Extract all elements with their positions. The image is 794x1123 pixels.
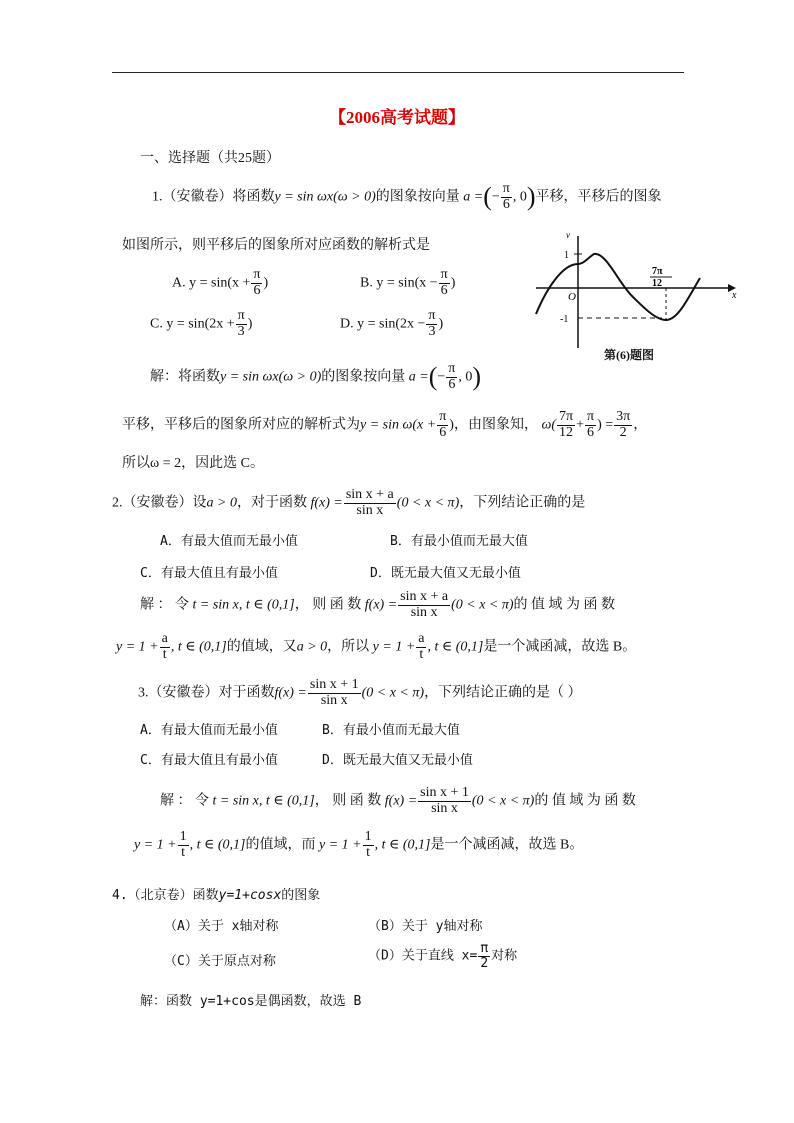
label-y-neg1: -1 bbox=[560, 314, 569, 325]
q3-option-c: C．有最大值且有最小值 bbox=[140, 753, 278, 768]
q4-option-d: （D）关于直线 x= $\frac{\pi}{2}$ 对称 bbox=[368, 941, 518, 971]
q1-solution-line2: 平移，平移后的图象所对应的解析式为y = sin ω(x + $\frac{\pi}{6}$ )，由图象知， ω( $\frac{7\pi}{12}$ + $\frac{\pi}{6}$ ) = $\frac{3\pi}{2}$ ， bbox=[122, 409, 648, 440]
label-tick-den: 12 bbox=[652, 278, 662, 289]
q2-option-a: A．有最大值而无最小值 bbox=[160, 534, 298, 549]
q3-option-d: D．既无最大值又无最小值 bbox=[322, 753, 473, 768]
label-tick-num: 7π bbox=[652, 266, 663, 277]
q2-option-b: B．有最小值而无最大值 bbox=[390, 534, 528, 549]
q3-option-b: B．有最小值而无最大值 bbox=[322, 723, 460, 738]
q4-option-c: （C）关于原点对称 bbox=[164, 954, 276, 969]
q2-stem: 2.（安徽卷）设a > 0，对于函数 f(x) = $\frac{\text{sin x + a}}{\text{sin x}}$ (0 < x < π)，下列结论正确的是 bbox=[112, 487, 586, 518]
q2-option-d: D．既无最大值又无最小值 bbox=[370, 566, 521, 581]
q1-stem-line2: 如图所示，则平移后的图象所对应函数的解析式是 bbox=[122, 238, 430, 253]
sine-curve bbox=[536, 254, 700, 320]
section-heading: 一、选择题（共25题） bbox=[140, 151, 280, 166]
label-y-axis: v bbox=[566, 230, 570, 240]
q2-solution-line2: y = 1 + $\frac{a}{t}$ , t ∈ (0,1]的值域，又a > 0，所以 y = 1 + $\frac{a}{t}$ , t ∈ (0,1]是一个减函减，故选 B。 bbox=[116, 631, 637, 662]
q2-option-c: C．有最大值且有最小值 bbox=[140, 566, 278, 581]
q3-stem: 3.（安徽卷）对于函数f(x) = $\frac{\text{sin x + 1}}{\text{sin x}}$ (0 < x < π)，下列结论正确的是（ ） bbox=[138, 677, 582, 708]
q4-solution: 解：函数 y=1+cos是偶函数，故选 B bbox=[140, 994, 362, 1009]
header-rule bbox=[112, 72, 684, 73]
label-x-axis: x bbox=[732, 290, 737, 301]
q2-solution-line1: 解 ： 令 t = sin x, t ∈ (0,1]， 则 函 数 f(x) = $\frac{\text{sin x + a}}{\text{sin x}}$ (0 < x < π)的 值 域 为 函 数 bbox=[140, 589, 616, 620]
q4-option-b: （B）关于 y轴对称 bbox=[368, 919, 483, 934]
q1-option-b: B. y = sin(x − $\frac{\pi}{6}$ ) bbox=[360, 267, 456, 298]
q3-solution-line1: 解 ： 令 t = sin x, t ∈ (0,1]， 则 函 数 f(x) = $\frac{\text{sin x + 1}}{\text{sin x}}$ (0 < x < π)的 值 域 为 函 数 bbox=[160, 785, 636, 816]
q1-solution-line1: 解：将函数y = sin ωx(ω > 0)的图象按向量 a =(− $\frac{\pi}{6}$ , 0) bbox=[150, 361, 482, 392]
label-origin: O bbox=[568, 291, 576, 303]
sine-graph-figure bbox=[532, 228, 742, 360]
label-y-1: 1 bbox=[564, 250, 569, 261]
q1-option-a: A. y = sin(x + $\frac{\pi}{6}$ ) bbox=[172, 267, 269, 298]
page-title: 【2006高考试题】 bbox=[329, 108, 465, 127]
q4-stem: 4.（北京卷）函数y=1+cosx的图象 bbox=[112, 888, 321, 903]
q1-option-c: C. y = sin(2x + $\frac{\pi}{3}$ ) bbox=[150, 308, 253, 339]
q3-solution-line2: y = 1 + $\frac{1}{t}$ , t ∈ (0,1]的值域，而 y = 1 + $\frac{1}{t}$ , t ∈ (0,1]是一个减函减，故选 B。 bbox=[134, 829, 584, 860]
q4-option-a: （A）关于 x轴对称 bbox=[164, 919, 279, 934]
q1-option-d: D. y = sin(2x − $\frac{\pi}{3}$ ) bbox=[340, 308, 444, 339]
q1-stem: 1.（安徽卷）将函数y = sin ωx(ω > 0)的图象按向量 a =(− $\frac{\pi}{6}$ , 0)平移，平移后的图象 bbox=[152, 181, 662, 212]
q3-option-a: A．有最大值而无最小值 bbox=[140, 723, 278, 738]
figure-caption: 第(6)题图 bbox=[604, 348, 654, 362]
q1-solution-line3: 所以ω = 2，因此选 C。 bbox=[122, 456, 264, 471]
